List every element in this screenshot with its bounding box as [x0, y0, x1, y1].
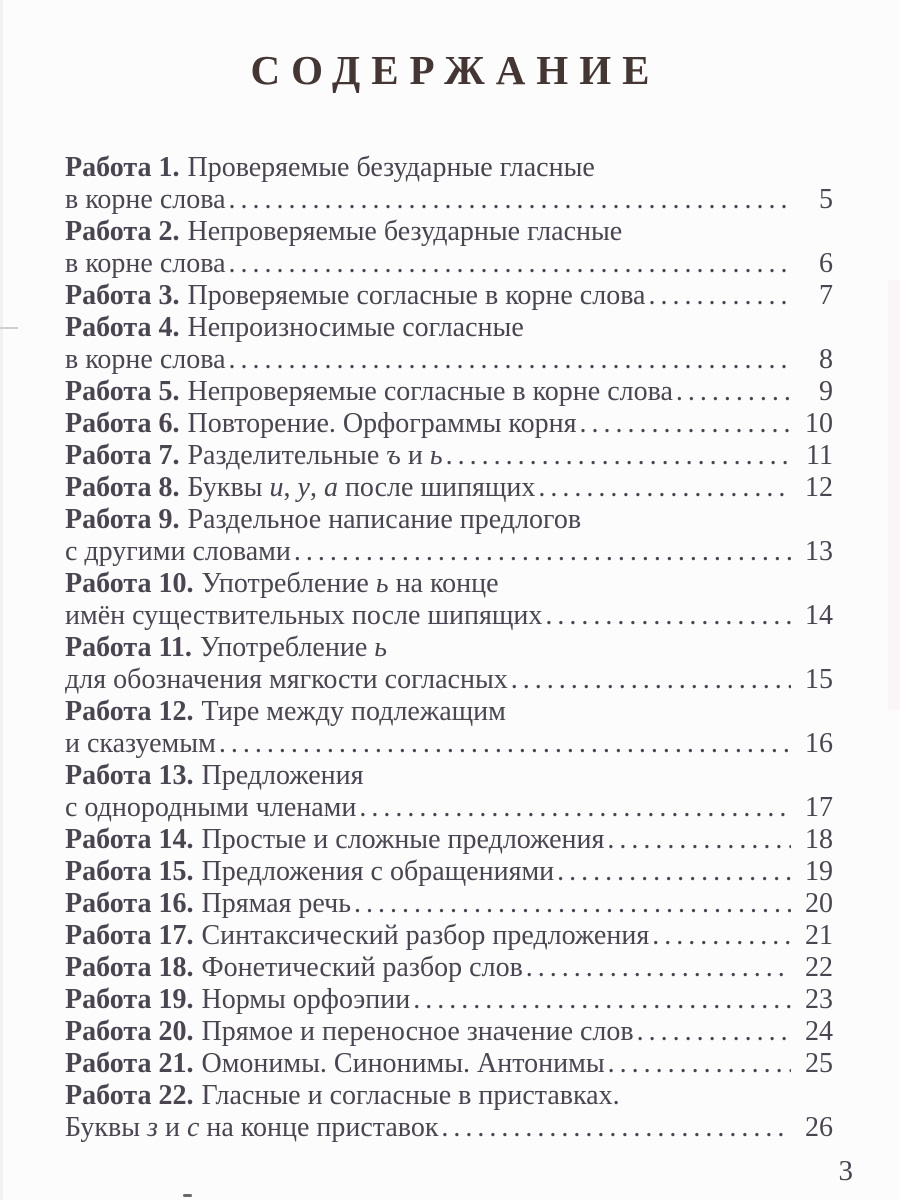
dot-leader — [226, 248, 792, 280]
toc-line — [65, 216, 833, 248]
toc-line — [65, 152, 833, 184]
toc-entry — [65, 1016, 833, 1048]
toc-line — [65, 312, 833, 344]
toc-entry-label: Работа 3. — [65, 280, 180, 311]
scan-dot-artifact — [183, 1194, 192, 1197]
toc-line — [65, 728, 833, 760]
toc-entry-label: Работа 22. — [65, 1080, 194, 1111]
toc-entry-title: с однородными членами — [65, 792, 357, 823]
toc-line — [65, 1112, 833, 1144]
toc-entry-page: 7 — [819, 280, 833, 311]
toc-line — [65, 472, 833, 504]
toc-entry-title: Буквы и, у, а после шипящих — [187, 472, 536, 503]
toc-entry — [65, 632, 833, 696]
toc-entry — [65, 568, 833, 632]
toc-line — [65, 664, 833, 696]
toc-entry-title: имён существительных после шипящих — [65, 600, 543, 631]
toc-entry-title: Тире между подлежащим — [201, 696, 506, 727]
toc-line — [65, 1048, 833, 1080]
toc-entry-title: для обозначения мягкости согласных — [65, 664, 508, 695]
toc-entry-title: Омонимы. Синонимы. Антонимы — [201, 1048, 605, 1079]
toc-entry — [65, 376, 833, 408]
page-number: 3 — [838, 1155, 853, 1187]
dot-leader — [410, 984, 791, 1016]
toc-entry-label: Работа 21. — [65, 1048, 194, 1079]
toc-entry — [65, 312, 833, 376]
dot-leader — [291, 536, 791, 568]
toc-entry-label: Работа 17. — [65, 920, 194, 951]
toc-entry-page: 12 — [805, 472, 833, 503]
toc-list — [65, 152, 833, 1144]
toc-entry-title: Проверяемые безударные гласные — [187, 152, 595, 183]
toc-entry — [65, 152, 833, 216]
toc-line — [65, 888, 833, 920]
toc-entry-title: Употребление ь на конце — [201, 568, 499, 599]
toc-entry-title: с другими словами — [65, 536, 291, 567]
dot-leader — [605, 1048, 791, 1080]
dot-leader — [649, 920, 791, 952]
toc-line — [65, 984, 833, 1016]
dot-leader — [508, 664, 791, 696]
toc-line — [65, 824, 833, 856]
toc-entry-page: 22 — [805, 952, 833, 983]
toc-entry-page: 24 — [805, 1016, 833, 1047]
dot-leader — [645, 280, 791, 312]
toc-entry-label: Работа 4. — [65, 312, 180, 343]
toc-entry-title: Прямая речь — [201, 888, 351, 919]
toc-entry-page: 11 — [806, 440, 833, 471]
toc-entry-title: Гласные и согласные в приставках. — [201, 1080, 620, 1111]
toc-entry — [65, 1080, 833, 1144]
toc-line — [65, 696, 833, 728]
toc-entry-page: 18 — [805, 824, 833, 855]
toc-entry-label: Работа 20. — [65, 1016, 194, 1047]
toc-entry-label: Работа 8. — [65, 472, 180, 503]
toc-entry-page: 26 — [805, 1112, 833, 1143]
dot-leader — [438, 1112, 791, 1144]
toc-line — [65, 952, 833, 984]
toc-line — [65, 632, 833, 664]
toc-entry-label: Работа 10. — [65, 568, 194, 599]
toc-entry — [65, 984, 833, 1016]
dot-leader — [554, 856, 791, 888]
toc-line — [65, 536, 833, 568]
toc-entry-title: и сказуемым — [65, 728, 216, 759]
toc-entry — [65, 440, 833, 472]
toc-entry-page: 6 — [819, 248, 833, 279]
toc-entry-page: 5 — [819, 184, 833, 215]
toc-entry-title: Синтаксический разбор предложения — [201, 920, 650, 951]
toc-line — [65, 856, 833, 888]
toc-line — [65, 408, 833, 440]
toc-entry-title: Прямое и переносное значение слов — [201, 1016, 634, 1047]
toc-line — [65, 600, 833, 632]
toc-entry-label: Работа 2. — [65, 216, 180, 247]
toc-entry-label: Работа 15. — [65, 856, 194, 887]
dot-leader — [634, 1016, 791, 1048]
scan-dash-artifact — [0, 327, 18, 329]
toc-line — [65, 344, 833, 376]
toc-line — [65, 792, 833, 824]
toc-entry — [65, 856, 833, 888]
toc-entry-title: в корне слова — [65, 248, 226, 279]
toc-entry-label: Работа 18. — [65, 952, 194, 983]
toc-entry-title: Непроизносимые согласные — [187, 312, 524, 343]
dot-leader — [576, 408, 791, 440]
toc-entry-label: Работа 1. — [65, 152, 180, 183]
dot-leader — [535, 472, 791, 504]
toc-entry-page: 17 — [805, 792, 833, 823]
dot-leader — [356, 792, 791, 824]
toc-entry — [65, 216, 833, 280]
toc-entry-title: в корне слова — [65, 344, 226, 375]
toc-entry-label: Работа 9. — [65, 504, 180, 535]
toc-entry — [65, 280, 833, 312]
dot-leader — [226, 184, 792, 216]
toc-entry-label: Работа 6. — [65, 408, 180, 439]
toc-entry-page: 9 — [819, 376, 833, 407]
toc-entry — [65, 1048, 833, 1080]
scan-tint-artifact — [888, 280, 900, 710]
toc-entry-page: 20 — [805, 888, 833, 919]
toc-entry — [65, 696, 833, 760]
toc-entry-label: Работа 13. — [65, 760, 194, 791]
toc-entry-title: Раздельное написание предлогов — [187, 504, 582, 535]
toc-entry-label: Работа 5. — [65, 376, 180, 407]
toc-entry-page: 25 — [805, 1048, 833, 1079]
toc-entry — [65, 920, 833, 952]
toc-entry-page: 21 — [805, 920, 833, 951]
toc-line — [65, 1080, 833, 1112]
toc-entry-title: Фонетический разбор слов — [201, 952, 523, 983]
toc-entry — [65, 472, 833, 504]
toc-line — [65, 280, 833, 312]
toc-entry-label: Работа 14. — [65, 824, 194, 855]
toc-entry-title: Нормы орфоэпии — [201, 984, 411, 1015]
dot-leader — [216, 728, 791, 760]
toc-entry-page: 8 — [819, 344, 833, 375]
toc-line — [65, 376, 833, 408]
toc-line — [65, 184, 833, 216]
toc-entry-title: Буквы з и с на конце приставок — [65, 1112, 439, 1143]
toc-entry-page: 23 — [805, 984, 833, 1015]
toc-entry-label: Работа 7. — [65, 440, 180, 471]
dot-leader — [226, 344, 792, 376]
dot-leader — [523, 952, 791, 984]
dot-leader — [443, 440, 791, 472]
toc-entry — [65, 888, 833, 920]
toc-entry — [65, 824, 833, 856]
toc-entry-page: 15 — [805, 664, 833, 695]
toc-line — [65, 920, 833, 952]
toc-line — [65, 760, 833, 792]
toc-entry-title: Разделительные ъ и ь — [187, 440, 443, 471]
toc-line — [65, 1016, 833, 1048]
toc-entry-title: Непроверяемые согласные в корне слова — [187, 376, 673, 407]
toc-line — [65, 248, 833, 280]
dot-leader — [604, 824, 791, 856]
toc-entry-page: 16 — [805, 728, 833, 759]
toc-line — [65, 504, 833, 536]
dot-leader — [542, 600, 791, 632]
toc-entry-title: Простые и сложные предложения — [201, 824, 605, 855]
toc-entry-title: Повторение. Орфограммы корня — [187, 408, 577, 439]
toc-entry — [65, 408, 833, 440]
toc-entry-title: Употребление ь — [199, 632, 388, 663]
toc-entry-page: 13 — [805, 536, 833, 567]
toc-entry-label: Работа 19. — [65, 984, 194, 1015]
toc-entry-page: 10 — [805, 408, 833, 439]
toc-entry — [65, 760, 833, 824]
toc-entry-title: в корне слова — [65, 184, 226, 215]
toc-entry — [65, 952, 833, 984]
dot-leader — [351, 888, 791, 920]
toc-entry-page: 14 — [805, 600, 833, 631]
toc-line — [65, 568, 833, 600]
dot-leader — [673, 376, 791, 408]
toc-entry-title: Предложения с обращениями — [201, 856, 555, 887]
toc-entry-title: Проверяемые согласные в корне слова — [187, 280, 646, 311]
toc-entry — [65, 504, 833, 568]
toc-entry-page: 19 — [805, 856, 833, 887]
toc-entry-label: Работа 16. — [65, 888, 194, 919]
toc-entry-title: Непроверяемые безударные гласные — [187, 216, 623, 247]
toc-line — [65, 440, 833, 472]
toc-entry-label: Работа 11. — [65, 632, 192, 663]
page-title: СОДЕРЖАНИЕ — [250, 47, 661, 93]
toc-entry-label: Работа 12. — [65, 696, 194, 727]
page-edge-shadow — [0, 0, 3, 1200]
toc-entry-title: Предложения — [201, 760, 364, 791]
